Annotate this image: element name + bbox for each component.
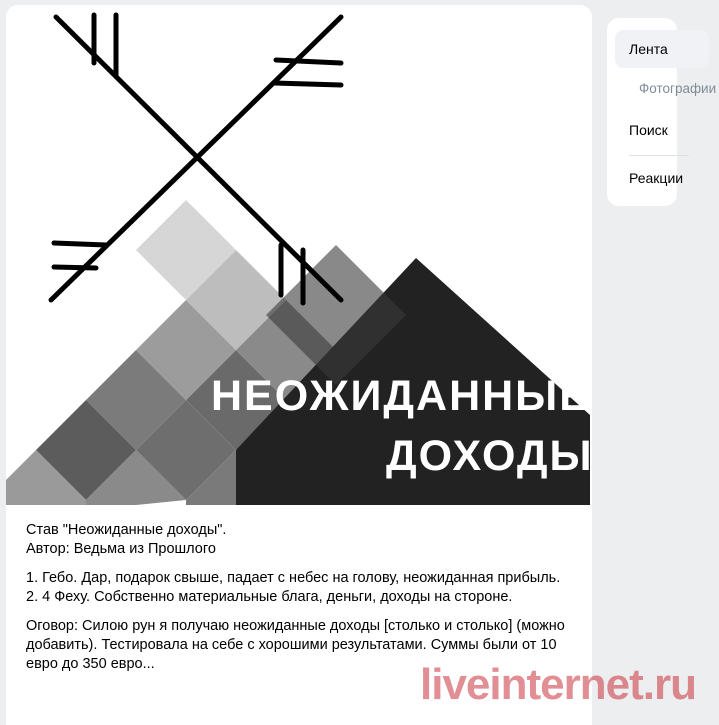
- right-sidebar: [607, 18, 717, 206]
- post-author: Автор: Ведьма из Прошлого: [26, 541, 216, 557]
- sidebar-item-photos[interactable]: Фотографии: [639, 81, 717, 96]
- spell-text: Оговор: Силою рун я получаю неожиданные доходы [столько и столько] (можно добавить). Тестировала на себе с хорошими результатами. Суммы были от 10 евро до 350 евро...: [26, 618, 565, 672]
- sidebar-item-search[interactable]: Поиск: [629, 122, 668, 138]
- watermark-logo: liveinternet.ru: [420, 660, 696, 709]
- post-paragraph-2: [26, 569, 576, 607]
- rune-fehu-text: 2. 4 Феху. Собственно материальные блага, деньги, доходы на стороне.: [26, 589, 513, 605]
- post-title: Став "Неожиданные доходы".: [26, 522, 227, 538]
- post-card: [6, 5, 592, 725]
- post-image[interactable]: [6, 5, 592, 505]
- sidebar-item-reactions[interactable]: Реакции: [629, 170, 684, 186]
- image-title-line2: ДОХОДЫ: [386, 432, 594, 480]
- image-title-line1: НЕОЖИДАННЫЕ: [211, 372, 590, 420]
- rune-stav-icon: [6, 5, 592, 505]
- post-paragraph-1: [26, 521, 576, 559]
- rune-gebo-text: 1. Гебо. Дар, подарок свыше, падает с небес на голову, неожиданная прибыль.: [26, 570, 561, 586]
- sidebar-item-feed[interactable]: Лента: [615, 30, 709, 68]
- sidebar-divider: [629, 155, 689, 156]
